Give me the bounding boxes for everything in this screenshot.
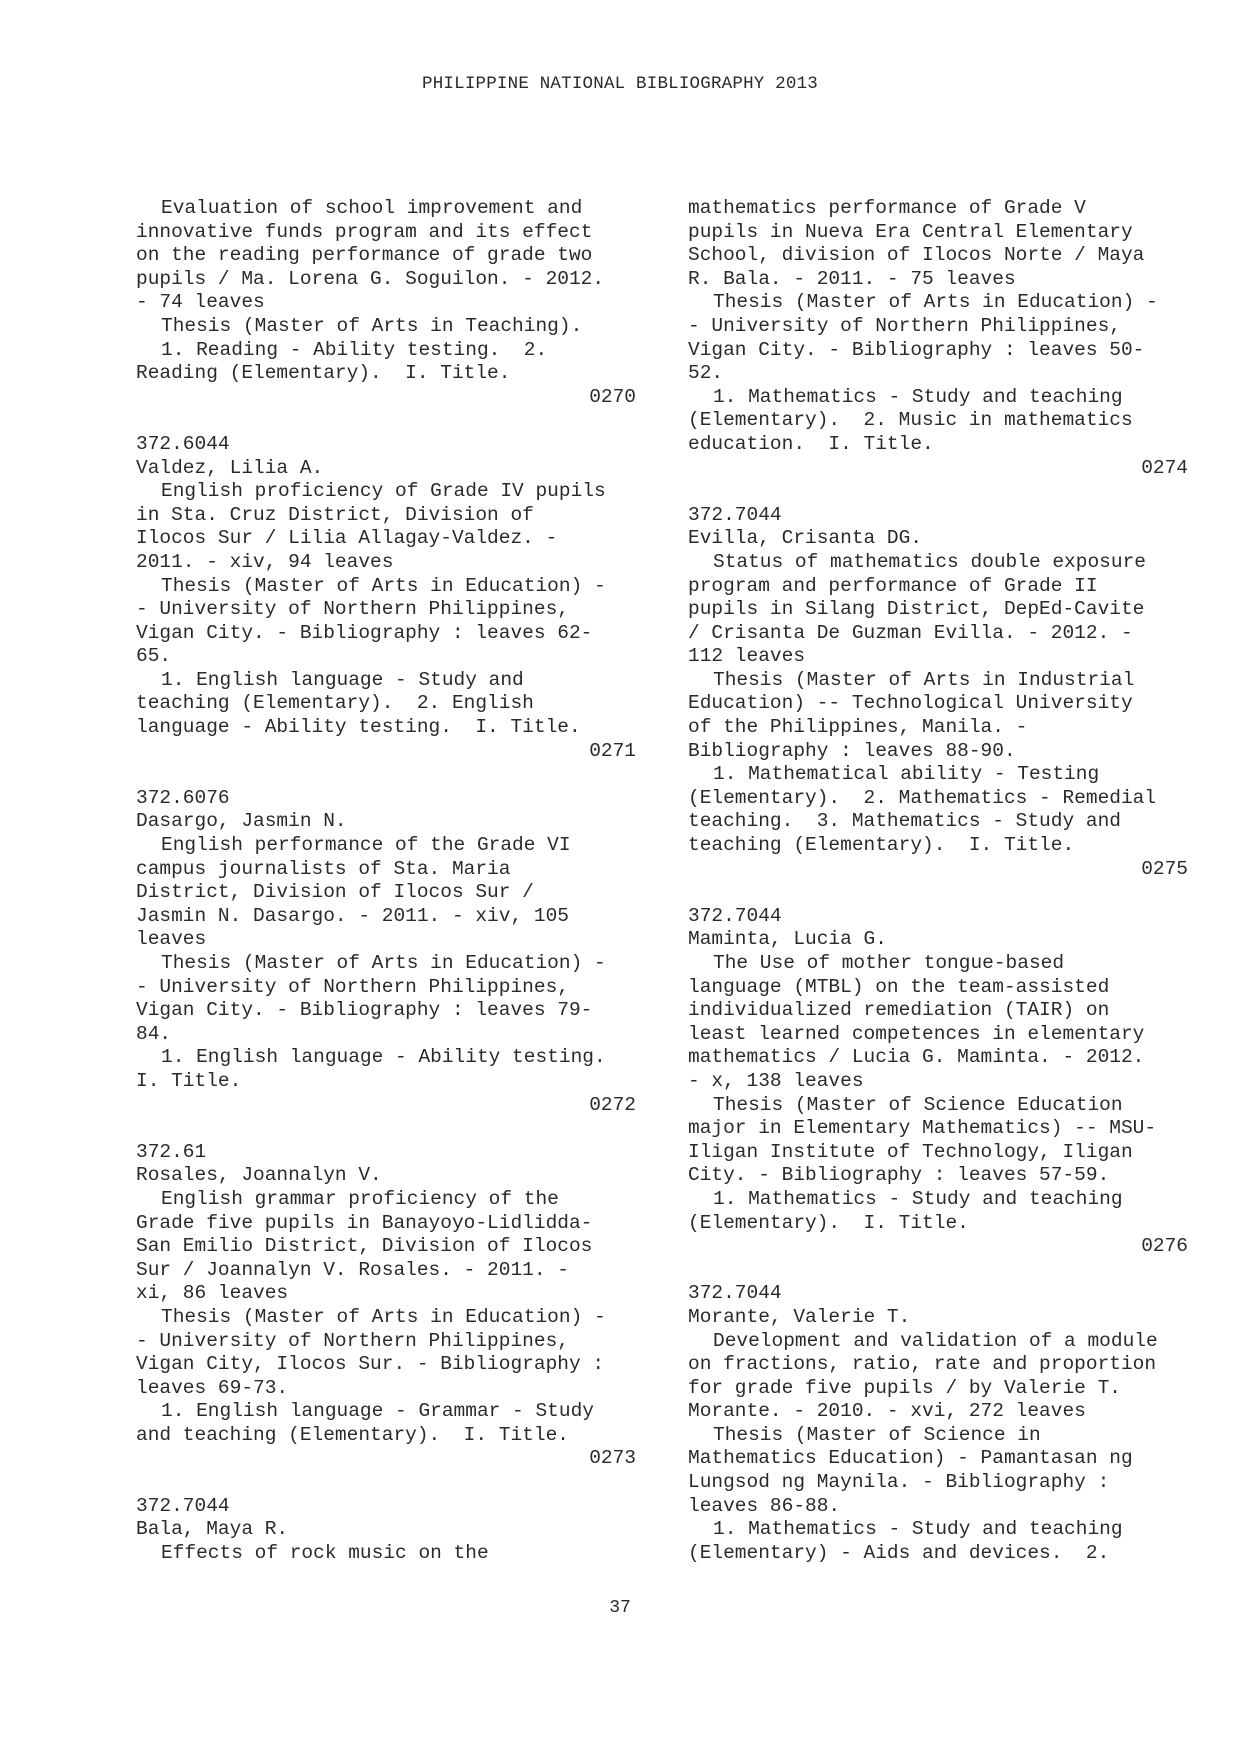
text-line: 372.7044 [688,503,782,526]
text-line: Thesis (Master of Arts in Education) - [713,291,1158,314]
entry-number: 0274 [1141,456,1188,479]
text-line: Evilla, Crisanta DG. [688,527,923,550]
text-line: 52. [688,362,724,385]
text-line: - University of Northern Philippines, [136,975,569,998]
text-line: Sur / Joannalyn V. Rosales. - 2011. - [136,1258,569,1281]
text-line: 1. Mathematics - Study and teaching [713,1187,1123,1210]
text-line: Thesis (Master of Arts in Teaching). [161,314,583,337]
entry-number: 0275 [1141,857,1188,880]
entry-spacer [688,1259,1188,1283]
text-line: Reading (Elementary). I. Title. [136,362,511,385]
page-number: 37 [609,1598,631,1618]
page-header: PHILIPPINE NATIONAL BIBLIOGRAPHY 2013 [422,74,818,94]
text-line: City. - Bibliography : leaves 57-59. [688,1164,1110,1187]
text-line: - x, 138 leaves [688,1069,864,1092]
text-line: Bala, Maya R. [136,1518,289,1541]
text-line: Morante. - 2010. - xvi, 272 leaves [688,1400,1086,1423]
entry-spacer [136,763,636,787]
text-line: - 74 leaves [136,291,265,314]
text-line: in Sta. Cruz District, Division of [136,503,534,526]
text-line: / Crisanta De Guzman Evilla. - 2012. - [688,621,1133,644]
text-line: - University of Northern Philippines, [688,314,1121,337]
text-line: Vigan City. - Bibliography : leaves 62- [136,621,593,644]
text-line: Thesis (Master of Arts in Education) - [161,952,606,974]
text-line: Iligan Institute of Technology, Iligan [688,1140,1133,1163]
text-line: 1. Mathematics - Study and teaching [713,385,1123,408]
text-line: - University of Northern Philippines, [136,1329,569,1352]
text-line: Thesis (Master of Arts in Education) - [161,574,606,597]
text-line: pupils / Ma. Lorena G. Soguilon. - 2012. [136,267,605,290]
text-line: major in Elementary Mathematics) -- MSU- [688,1117,1157,1140]
text-line: Morante, Valerie T. [688,1305,911,1328]
text-line: R. Bala. - 2011. - 75 leaves [688,267,1016,290]
text-line: least learned competences in elementary [688,1022,1145,1045]
text-line: (Elementary). I. Title. [688,1211,969,1234]
text-line: 1. Mathematical ability - Testing [713,763,1100,786]
text-line: (Elementary) - Aids and devices. 2. [688,1541,1110,1564]
text-line: program and performance of Grade II [688,574,1098,597]
text-line: 1. Reading - Ability testing. 2. [161,338,548,361]
text-line: Dasargo, Jasmin N. [136,810,347,833]
entry-number: 0270 [589,385,636,408]
text-line: on fractions, ratio, rate and proportion [688,1353,1157,1376]
text-line: 1. English language - Ability testing. [161,1046,606,1069]
text-line: Status of mathematics double exposure [713,550,1146,573]
text-line: education. I. Title. [688,432,934,455]
text-line: leaves [136,928,207,951]
text-line: Education) -- Technological University [688,692,1133,715]
entry-number: 0272 [589,1093,636,1116]
text-line: Thesis (Master of Arts in Education) - [161,1305,606,1328]
text-line: teaching (Elementary). I. Title. [688,834,1075,857]
text-line: - University of Northern Philippines, [136,598,569,621]
text-line: Valdez, Lilia A. [136,456,324,479]
text-line: Grade five pupils in Banayoyo-Lidlidda- [136,1211,593,1234]
text-line: 65. [136,645,172,668]
entry-spacer [688,881,1188,905]
text-line: Vigan City, Ilocos Sur. - Bibliography : [136,1353,605,1376]
text-line: 84. [136,1022,172,1045]
text-line: individualized remediation (TAIR) on [688,999,1110,1022]
text-line: Lungsod ng Maynila. - Bibliography : [688,1471,1110,1494]
text-line: Vigan City. - Bibliography : leaves 79- [136,999,593,1022]
text-line: pupils in Nueva Era Central Elementary [688,220,1133,243]
text-line: Vigan City. - Bibliography : leaves 50- [688,338,1145,361]
text-line: Ilocos Sur / Lilia Allagay-Valdez. - [136,527,558,550]
text-line: District, Division of Ilocos Sur / [136,881,534,904]
entry-number: 0276 [1141,1235,1188,1258]
text-line: 112 leaves [688,645,806,668]
text-line: 1. English language - Grammar - Study [161,1400,594,1423]
text-line: English performance of the Grade VI [161,834,571,857]
text-line: 1. English language - Study and [161,668,524,691]
text-line: Development and validation of a module [713,1329,1158,1352]
text-line: mathematics performance of Grade V [688,197,1086,219]
text-line: Thesis (Master of Science Education [713,1093,1123,1116]
text-line: for grade five pupils / by Valerie T. [688,1376,1121,1399]
text-line: Bibliography : leaves 88-90. [688,739,1016,762]
text-line: Mathematics Education) - Pamantasan ng [688,1447,1133,1470]
text-line: (Elementary). 2. Mathematics - Remedial [688,786,1157,809]
right-column [688,197,1188,1565]
text-line: 372.6076 [136,786,230,809]
text-line: English grammar proficiency of the [161,1187,559,1210]
text-line: teaching (Elementary). 2. English [136,692,534,715]
text-line: language (MTBL) on the team-assisted [688,975,1110,998]
text-line: Thesis (Master of Science in [713,1423,1041,1446]
text-line: mathematics / Lucia G. Maminta. - 2012. [688,1046,1145,1069]
text-line: teaching. 3. Mathematics - Study and [688,810,1121,833]
text-line: Jasmin N. Dasargo. - 2011. - xiv, 105 [136,904,569,927]
text-line: leaves 69-73. [136,1376,289,1399]
text-line: (Elementary). 2. Music in mathematics [688,409,1133,432]
text-line: Rosales, Joannalyn V. [136,1164,382,1187]
text-line: campus journalists of Sta. Maria [136,857,511,880]
text-line: Effects of rock music on the [161,1541,489,1564]
text-line: 1. Mathematics - Study and teaching [713,1518,1123,1541]
entry-spacer [136,1117,636,1141]
text-line: leaves 86-88. [688,1494,841,1517]
text-line: innovative funds program and its effect [136,220,593,243]
text-line: of the Philippines, Manila. - [688,716,1028,739]
text-line: 2011. - xiv, 94 leaves [136,550,394,573]
text-line: 372.7044 [136,1494,230,1517]
text-line: 372.61 [136,1140,207,1163]
text-line: Evaluation of school improvement and [161,197,583,219]
entry-spacer [688,480,1188,504]
text-line: on the reading performance of grade two [136,244,593,267]
text-line: language - Ability testing. I. Title. [136,716,581,739]
entry-number: 0271 [589,739,636,762]
entry-spacer [136,409,636,433]
text-line: School, division of Ilocos Norte / Maya [688,244,1145,267]
text-line: pupils in Silang District, DepEd-Cavite [688,598,1145,621]
left-column [136,197,636,1565]
text-line: The Use of mother tongue-based [713,952,1065,974]
text-line: 372.6044 [136,432,230,455]
entry-spacer [136,1471,636,1495]
text-line: 372.7044 [688,1282,782,1305]
text-line: Maminta, Lucia G. [688,928,887,951]
text-line: xi, 86 leaves [136,1282,289,1305]
entry-number: 0273 [589,1447,636,1470]
text-line: San Emilio District, Division of Ilocos [136,1235,593,1258]
text-line: 372.7044 [688,904,782,927]
text-line: English proficiency of Grade IV pupils [161,480,606,503]
text-line: I. Title. [136,1069,242,1092]
text-line: and teaching (Elementary). I. Title. [136,1423,569,1446]
text-line: Thesis (Master of Arts in Industrial [713,668,1135,691]
